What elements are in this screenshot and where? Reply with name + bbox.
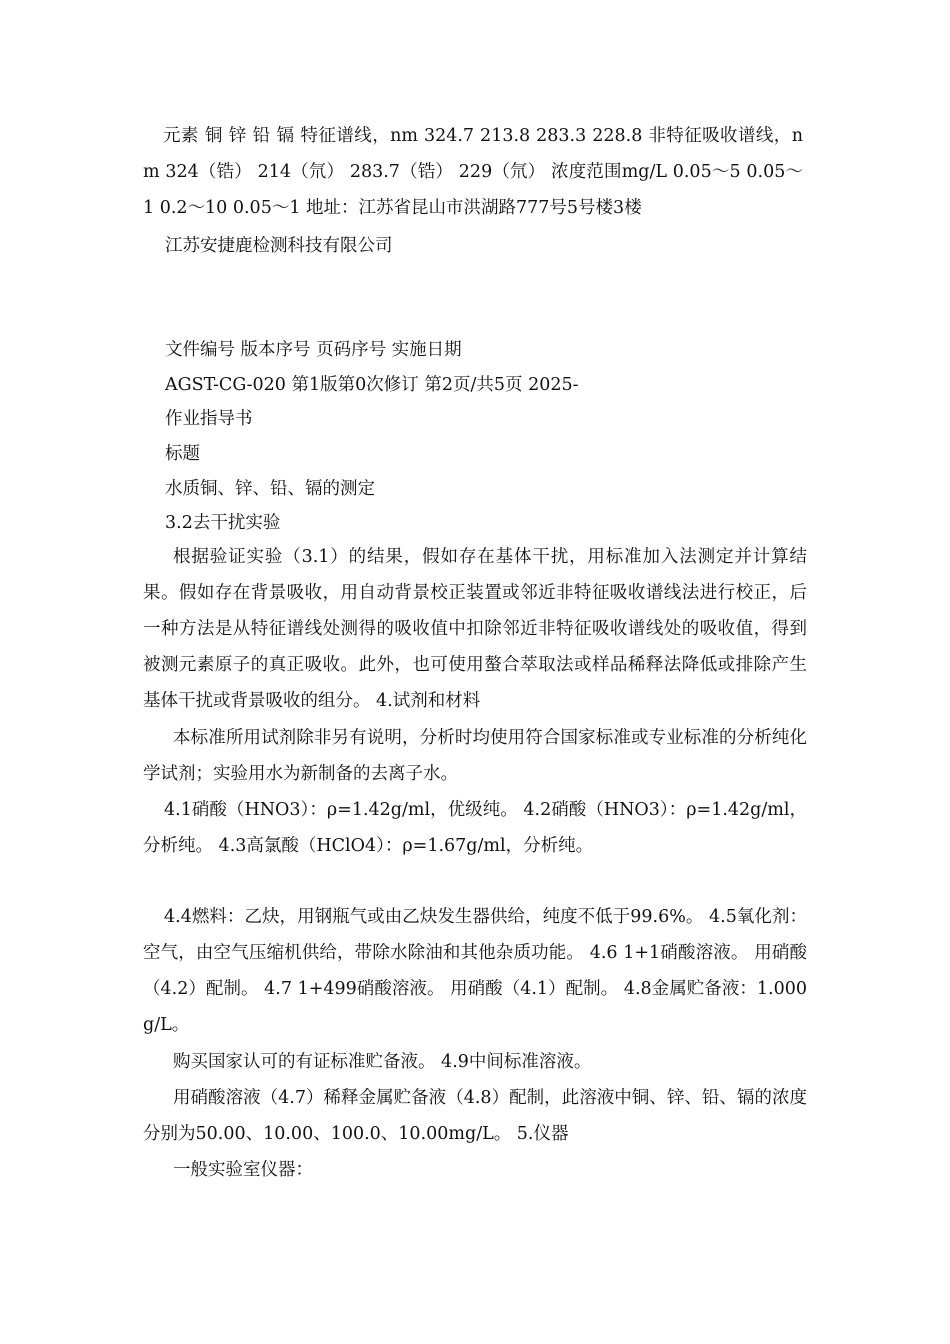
section-3-2-paragraph: 根据验证实验（3.1）的结果，假如存在基体干扰，用标准加入法测定并计算结果。假如存在背景吸收，用自动背景校正装置或邻近非特征吸收谱线法进行校正，后一种方法是从特征谱线处测得的吸收值中扣除邻近非特征吸收谱线处的吸收值，得到被测元素原子的真正吸收。此外，也可使用螯合萃取法或样品稀释法降低或排除产生基体干扰或背景吸收的组分。 4.试剂和材料 — [143, 547, 807, 711]
item-4-9-paragraph: 用硝酸溶液（4.7）稀释金属贮备液（4.8）配制，此溶液中铜、锌、铅、镉的浓度分别为50.00、10.00、100.0、10.00mg/L。 5.仪器 — [143, 1088, 807, 1144]
section-4-paragraph: 本标准所用试剂除非另有说明，分析时均使用符合国家标准或专业标准的分析纯化学试剂；实验用水为新制备的去离子水。 — [143, 728, 807, 784]
element-parameter-table-text: 元素 铜 锌 铅 镉 特征谱线，nm 324.7 213.8 283.3 228.8 非特征吸收谱线，nm 324（锆） 214（氘） 283.7（锆） 229（氘） 浓度范围mg/L 0.05～5 0.05～1 0.2～10 0.05～1 地址：江苏省昆山市洪湖路777号5号楼3楼 — [143, 126, 803, 218]
title-label: 标题 — [165, 444, 200, 464]
section-3-2-heading: 3.2去干扰实验 — [165, 513, 281, 533]
document-type: 作业指导书 — [165, 409, 253, 429]
company-name: 江苏安捷鹿检测科技有限公司 — [165, 236, 393, 256]
header-field-values: AGST-CG-020 第1版第0次修订 第2页/共5页 2025- — [165, 375, 579, 395]
header-field-labels: 文件编号 版本序号 页码序号 实施日期 — [165, 340, 462, 360]
document-title: 水质铜、锌、铅、镉的测定 — [165, 479, 375, 499]
items-4-1-to-4-3: 4.1硝酸（HNO3）：ρ=1.42g/ml，优级纯。 4.2硝酸（HNO3）：ρ=1.42g/ml，分析纯。 4.3高氯酸（HClO4）：ρ=1.67g/ml，分析纯。 — [143, 800, 807, 856]
item-4-8-paragraph: 购买国家认可的有证标准贮备液。 4.9中间标准溶液。 — [173, 1052, 592, 1072]
section-5-paragraph: 一般实验室仪器： — [173, 1160, 313, 1180]
items-4-4-to-4-8: 4.4燃料：乙炔，用钢瓶气或由乙炔发生器供给，纯度不低于99.6%。 4.5氧化剂：空气，由空气压缩机供给，带除水除油和其他杂质功能。 4.6 1+1硝酸溶液。 用硝酸（4.2）配制。 4.7 1+499硝酸溶液。 用硝酸（4.1）配制。 4.8金属贮备液：1.000g/L。 — [143, 907, 807, 1035]
